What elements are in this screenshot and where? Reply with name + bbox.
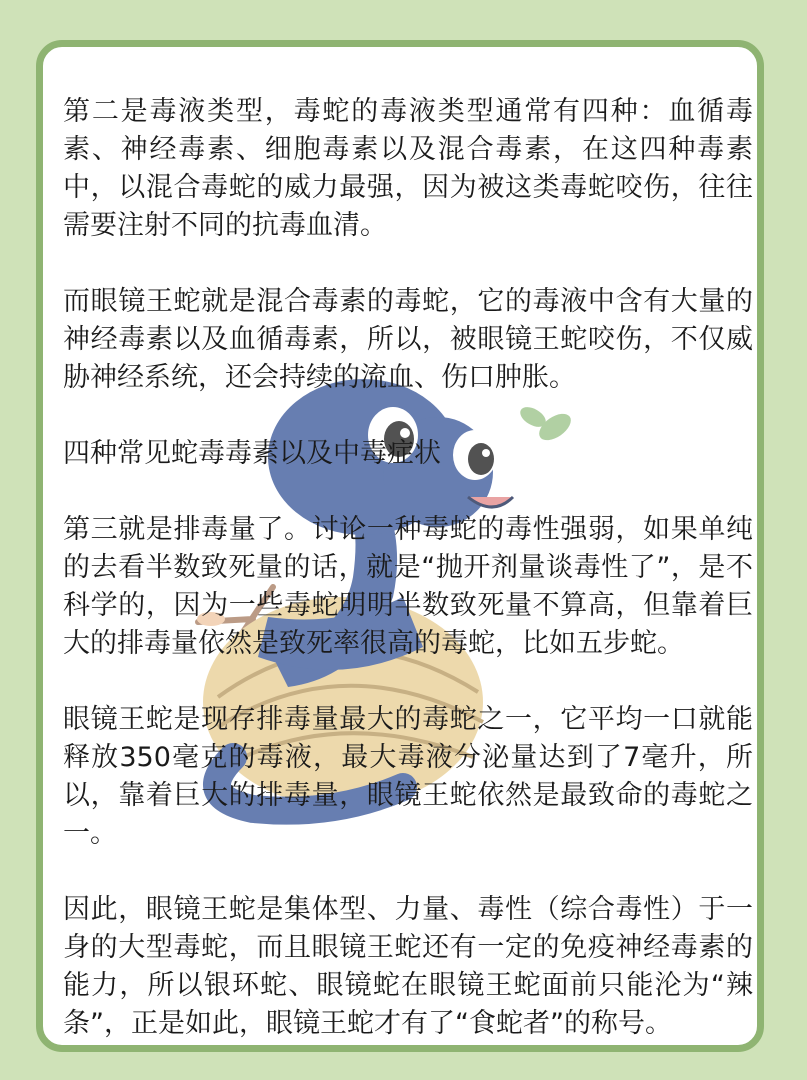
- paragraph-conclusion: 因此，眼镜王蛇是集体型、力量、毒性（综合毒性）于一身的大型毒蛇，而且眼镜王蛇还有一定的免疫神经毒素的能力，所以银环蛇、眼镜蛇在眼镜王蛇面前只能沦为“辣条”，正是如此，眼镜王蛇才有了“食蛇者”的称号。: [63, 894, 753, 1039]
- paragraph-king-cobra-venom: 而眼镜王蛇就是混合毒素的毒蛇，它的毒液中含有大量的神经毒素以及血循毒素，所以，被眼镜王蛇咬伤，不仅威胁神经系统，还会持续的流血、伤口肿胀。: [63, 286, 753, 393]
- paragraph-venom-yield: 第三就是排毒量了。讨论一种毒蛇的毒性强弱，如果单纯的去看半数致死量的话，就是“抛开剂量谈毒性了”，是不科学的，因为一些毒蛇明明半数致死量不算高，但靠着巨大的排毒量依然是致死率很高的毒蛇，比如五步蛇。: [63, 514, 753, 659]
- paragraph-venom-types: 第二是毒液类型，毒蛇的毒液类型通常有四种：血循毒素、神经毒素、细胞毒素以及混合毒素，在这四种毒素中，以混合毒蛇的威力最强，因为被这类毒蛇咬伤，往往需要注射不同的抗毒血清。: [63, 96, 753, 241]
- paragraph-heading-symptoms: 四种常见蛇毒毒素以及中毒症状: [63, 438, 441, 469]
- article-text: [63, 93, 753, 1043]
- article-card: [36, 40, 764, 1052]
- paragraph-king-cobra-yield: 眼镜王蛇是现存排毒量最大的毒蛇之一，它平均一口就能释放350毫克的毒液，最大毒液分泌量达到了7毫升，所以，靠着巨大的排毒量，眼镜王蛇依然是最致命的毒蛇之一。: [63, 704, 753, 849]
